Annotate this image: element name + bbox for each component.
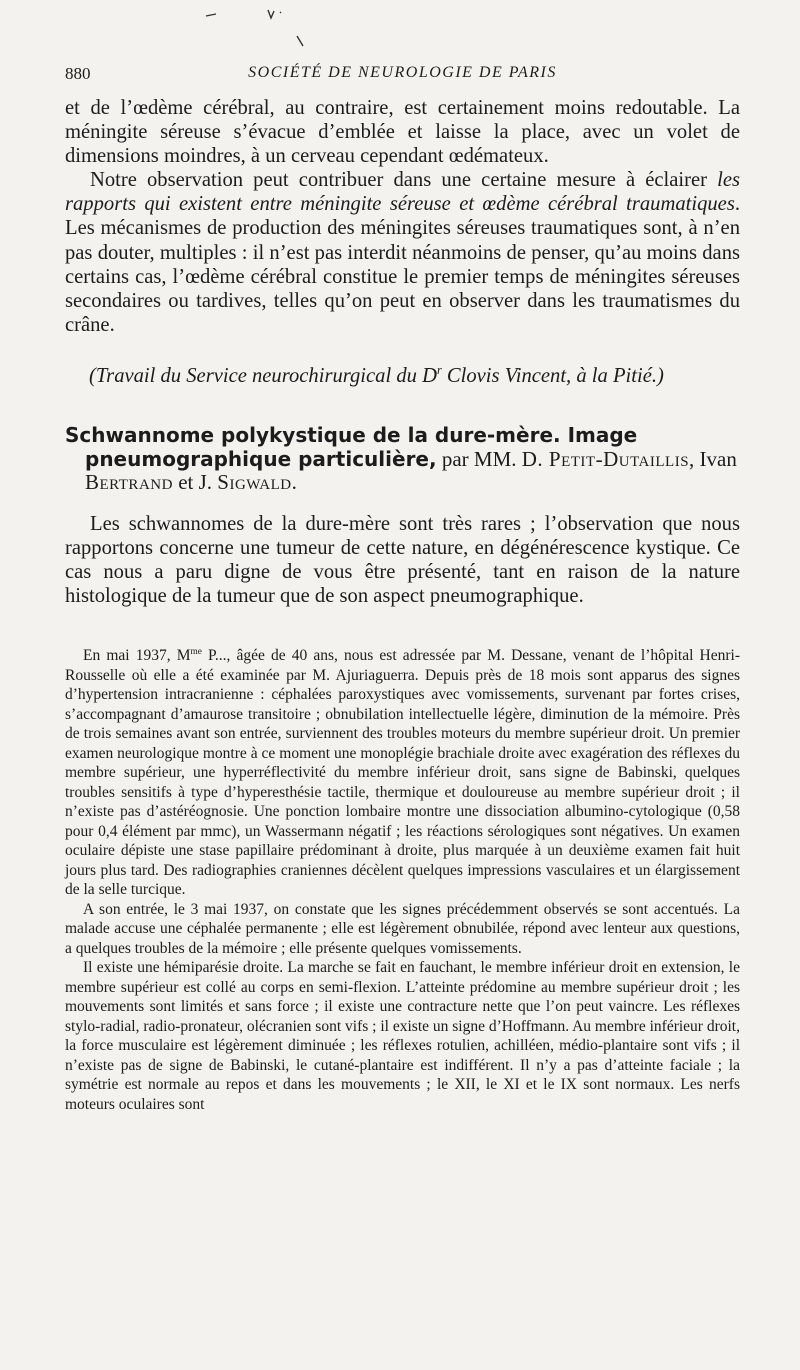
paragraph: Les schwannomes de la dure-mère sont très rares ; l’observation que nous rapportons concerne une tumeur de cette nature, en dégénérescence kystique. Ce cas nous a paru digne de vous être présenté, tant en raison de la nature histologique de la tumeur que de son aspect pneumographique. bbox=[65, 513, 740, 608]
text-run: En mai 1937, M bbox=[83, 647, 191, 664]
byline-end: . bbox=[291, 470, 297, 494]
credit-text: Clovis Vincent, à la Pitié.) bbox=[441, 365, 664, 387]
superscript: me bbox=[190, 646, 202, 657]
credit-superscript: r bbox=[436, 363, 442, 378]
byline-separator: et J. bbox=[172, 470, 218, 494]
text-run: P..., âgée de 40 ans, nous est adressée par M. Dessane, venant de l’hôpital Henri-Rousselle où elle a été examinée par M. Ajuriaguerra. Depuis près de 18 mois sont apparus des signes d’hypertension intracranienne : céphalées paroxystiques avec vomissements, survenant par fortes crises, s’accompagnant d’amaurose transitoire ; obnubilation intellectuelle légère, diminution de la mémoire. Près de trois semaines avant son entrée, surviennent des troubles moteurs du membre supérieur droit. Un premier examen neurologique montre à ce moment une monoplégie brachiale droite avec exagération des réflexes du membre supérieur, une hyperréflectivité du membre inférieur droit, sans signe de Babinski, quelques troubles sensitifs à type d’hyperesthésie tactile, thermique et douloureuse au membre supérieur droit ; il n’existe pas d’astéréognosie. Une ponction lombaire montre une dissociation albumino-cytologique (0,58 pour 0,4 élément par mmc), un Wassermann négatif ; les réactions sérologiques sont négatives. Un examen oculaire dépiste une stase papillaire prédominant à droite, plus marquée à un deuxième examen fait huit jours plus tard. Des radiographies craniennes décèlent quelques impressions vasculaires et un élargissement de la selle turcique. bbox=[65, 647, 740, 898]
journal-title: SOCIÉTÉ DE NEUROLOGIE DE PARIS bbox=[248, 64, 557, 81]
previous-article-end bbox=[65, 96, 740, 337]
paragraph bbox=[65, 168, 740, 337]
article-intro bbox=[65, 512, 740, 608]
author: Bertrand bbox=[85, 470, 173, 494]
paragraph: A son entrée, le 3 mai 1937, on constate que les signes précédemment observés se sont accentués. La malade accuse une céphalée permanente ; elle est légèrement obnubilée, répond avec lenteur aux questions, a quelques troubles de la mémoire ; elle présente quelques vomissements. bbox=[65, 900, 740, 957]
author: Sigwald bbox=[217, 470, 292, 494]
emphasis: les rapports qui existent entre méningite séreuse et œdème cérébral traumatiques bbox=[65, 169, 740, 216]
text-run: Notre observation peut contribuer dans une certaine mesure à éclairer bbox=[90, 169, 718, 192]
byline-prefix: par MM. bbox=[436, 446, 522, 471]
paragraph: Il existe une hémiparésie droite. La marche se fait en fauchant, le membre inférieur droit en extension, le membre supérieur est collé au corps en semi-flexion. L’atteinte prédomine au membre supérieur droit ; les mouvements sont limités et sans force ; il existe une contracture nette que l’on peut vaincre. Les réflexes stylo-radial, radio-pronateur, olécranien sont vifs ; il existe un signe d’Hoffmann. Au membre inférieur droit, la force musculaire est légèrement diminuée ; les réflexes rotulien, achilléen, médio-plantaire sont vifs ; il n’existe pas de signe de Babinski, le cutané-plantaire est indifférent. Il n’y a pas d’atteinte faciale ; la symétrie est normale au repos et dans les mouvements ; le XII, le XI et le IX sont normaux. Les nerfs moteurs oculaires sont bbox=[65, 959, 740, 1113]
author: D. Petit-Dutaillis bbox=[521, 446, 690, 471]
page-number: 880 bbox=[65, 64, 91, 83]
scan-mark bbox=[200, 0, 360, 60]
paragraph bbox=[65, 646, 740, 900]
paragraph: et de l’œdème cérébral, au contraire, est certainement moins redoutable. La méningite séreuse s’évacue d’emblée et laisse la place, avec un volet de dimensions moindres, à un cerveau cependant œdémateux. bbox=[65, 97, 740, 168]
article-credit bbox=[65, 364, 764, 388]
article-title: Schwannome polykystique de la dure-mère. Image pneumographique particulière, bbox=[65, 423, 638, 471]
running-head bbox=[65, 64, 740, 88]
text-run: . Les mécanismes de production des méningites séreuses traumatiques sont, à n’en pas douter, multiples : il n’est pas interdit néanmoins de penser, qu’au moins dans certains cas, l’œdème cérébral constitue le premier temps de méningites séreuses secondaires ou tardives, telles qu’on peut en observer dans les traumatismes du crâne. bbox=[65, 193, 740, 336]
case-report bbox=[65, 646, 740, 1114]
credit-text: (Travail du Service neurochirurgical du D bbox=[89, 365, 437, 387]
byline-separator: , Ivan bbox=[689, 446, 737, 471]
article-heading bbox=[65, 424, 740, 495]
